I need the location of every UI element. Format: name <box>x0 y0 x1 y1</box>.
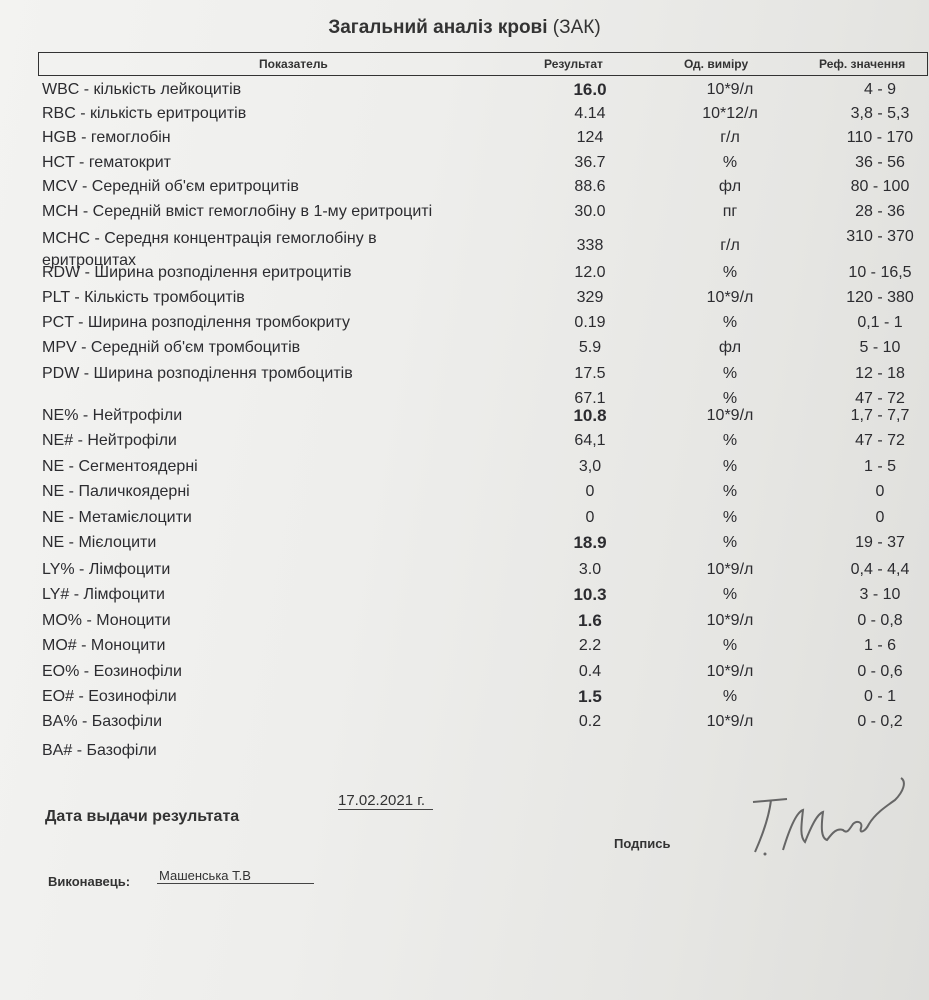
row-unit: % <box>722 688 738 705</box>
row-reference: 0,1 - 1 <box>857 314 903 331</box>
row-indicator-name: NE - Паличкоядерні <box>42 483 190 500</box>
performer-label: Виконавець: <box>48 874 131 889</box>
row-unit: 10*9/л <box>706 407 754 424</box>
row-indicator-name: NE - Метамієлоцити <box>42 509 192 526</box>
row-indicator-name: NE - Сегментоядерні <box>42 458 198 475</box>
row-result: 12.0 <box>574 264 606 281</box>
row-result: 17.5 <box>574 365 606 382</box>
row-result: 88.6 <box>574 178 606 195</box>
row-result: 0 <box>585 509 595 526</box>
row-reference: 4 - 9 <box>863 81 896 98</box>
row-indicator-name: MO% - Моноцити <box>42 612 171 629</box>
row-unit: % <box>722 314 738 331</box>
row-reference: 3,8 - 5,3 <box>850 105 910 122</box>
row-reference: 0 - 0,6 <box>857 663 903 680</box>
row-reference: 5 - 10 <box>859 339 901 356</box>
row-result: 3.0 <box>578 561 602 578</box>
row-reference: 0 - 0,8 <box>857 612 903 629</box>
row-indicator-name: EO% - Еозинофіли <box>42 663 182 680</box>
row-result: 64,1 <box>574 432 606 449</box>
row-reference: 1 - 6 <box>863 637 896 654</box>
table-header <box>38 52 928 76</box>
row-result: 30.0 <box>574 203 606 220</box>
row-result: 3,0 <box>578 458 602 475</box>
row-result: 10.3 <box>573 585 607 604</box>
row-unit: % <box>722 390 738 407</box>
row-indicator-name: MCH - Середній вміст гемоглобіну в 1-му еритроциті <box>42 203 433 220</box>
row-result: 10.8 <box>573 406 607 425</box>
row-result: 67.1 <box>574 390 606 407</box>
row-unit: г/л <box>720 237 740 254</box>
row-indicator-name: NE% - Нейтрофіли <box>42 407 183 424</box>
row-unit: % <box>722 458 738 475</box>
row-unit: % <box>722 637 738 654</box>
document-title <box>0 17 929 39</box>
row-result: 329 <box>576 289 604 306</box>
row-unit: фл <box>718 339 742 356</box>
row-indicator-name: HGB - гемоглобін <box>42 129 171 146</box>
row-unit: г/л <box>720 129 740 146</box>
row-indicator-name: HCT - гематокрит <box>42 154 171 171</box>
row-indicator-name: PDW - Ширина розподілення тромбоцитів <box>42 365 353 382</box>
row-unit: 10*9/л <box>706 81 754 98</box>
row-indicator-name-cont: еритроцитах <box>42 252 137 269</box>
row-reference: 1,7 - 7,7 <box>850 407 910 424</box>
issue-date-label: Дата выдачи результата <box>45 808 240 825</box>
row-indicator-name: LY% - Лімфоцити <box>42 561 171 578</box>
row-indicator-name: MPV - Середній об'єм тромбоцитів <box>42 339 301 356</box>
issue-date-value: 17.02.2021 г. <box>338 792 433 810</box>
row-unit: % <box>722 509 738 526</box>
row-reference: 12 - 18 <box>855 365 905 382</box>
header-result: Результат <box>544 57 603 71</box>
row-result: 5.9 <box>578 339 602 356</box>
row-reference: 3 - 10 <box>859 586 901 603</box>
row-indicator-name: NE# - Нейтрофіли <box>42 432 177 449</box>
row-unit: 10*9/л <box>706 289 754 306</box>
row-indicator-name: MO# - Моноцити <box>42 637 166 654</box>
row-unit: 10*9/л <box>706 663 754 680</box>
row-unit: % <box>722 264 738 281</box>
row-result: 1.5 <box>578 687 602 706</box>
row-reference: 0 - 1 <box>863 688 896 705</box>
row-unit: % <box>722 483 738 500</box>
row-indicator-name: MCHC - Середня концентрація гемоглобіну в <box>42 230 377 247</box>
row-result: 36.7 <box>574 154 606 171</box>
title-abbr: (ЗАК) <box>552 17 601 38</box>
row-result: 1.6 <box>578 611 602 630</box>
row-indicator-name: BA# - Базофіли <box>42 742 157 759</box>
row-reference: 110 - 170 <box>846 129 914 146</box>
row-unit: 10*9/л <box>706 713 754 730</box>
row-reference: 36 - 56 <box>855 154 905 171</box>
row-result: 0.2 <box>578 713 602 730</box>
row-unit: фл <box>718 178 742 195</box>
row-reference: 80 - 100 <box>850 178 910 195</box>
performer-name: Машенська Т.В <box>157 868 314 884</box>
row-unit: % <box>722 534 738 551</box>
row-result: 2.2 <box>578 637 602 654</box>
row-result: 124 <box>576 129 604 146</box>
row-result: 0 <box>585 483 595 500</box>
row-indicator-name: LY# - Лімфоцити <box>42 586 165 603</box>
row-indicator-name: PLT - Кількість тромбоцитів <box>42 289 245 306</box>
row-indicator-name: WBC - кількість лейкоцитів <box>42 81 242 98</box>
row-reference: 0,4 - 4,4 <box>850 561 910 578</box>
row-indicator-name: NE - Мієлоцити <box>42 534 157 551</box>
row-reference: 120 - 380 <box>846 289 914 306</box>
row-unit: % <box>722 154 738 171</box>
row-result: 338 <box>576 237 604 254</box>
header-reference: Реф. значення <box>819 57 906 71</box>
row-unit: % <box>722 432 738 449</box>
row-indicator-name: BA% - Базофіли <box>42 713 163 730</box>
row-reference: 47 - 72 <box>855 432 905 449</box>
row-reference: 19 - 37 <box>855 534 905 551</box>
row-unit: 10*9/л <box>706 612 754 629</box>
row-unit: пг <box>722 203 738 220</box>
header-indicator: Показатель <box>259 57 328 71</box>
handwritten-signature <box>735 772 915 862</box>
row-indicator-name: EO# - Еозинофіли <box>42 688 177 705</box>
row-result: 0.4 <box>578 663 602 680</box>
row-result: 0.19 <box>574 314 606 331</box>
row-unit: % <box>722 586 738 603</box>
row-unit: % <box>722 365 738 382</box>
row-reference: 0 - 0,2 <box>857 713 903 730</box>
row-indicator-name: RBC - кількість еритроцитів <box>42 105 247 122</box>
row-reference: 310 - 370 <box>846 228 914 245</box>
row-unit: 10*12/л <box>702 105 758 122</box>
row-result: 4.14 <box>574 105 606 122</box>
row-reference: 47 - 72 <box>855 390 905 407</box>
signature-label: Подпись <box>614 836 671 851</box>
row-indicator-name: PCT - Ширина розподілення тромбокриту <box>42 314 350 331</box>
row-reference: 0 <box>875 509 885 526</box>
row-unit: 10*9/л <box>706 561 754 578</box>
title-main: Загальний аналіз крові <box>328 17 548 38</box>
row-result: 16.0 <box>573 80 607 99</box>
row-indicator-name: RDW - Ширина розподілення еритроцитів <box>42 264 352 281</box>
header-unit: Од. виміру <box>684 57 749 71</box>
row-reference: 10 - 16,5 <box>848 264 912 281</box>
row-indicator-name: MCV - Середній об'єм еритроцитів <box>42 178 299 195</box>
row-reference: 0 <box>875 483 885 500</box>
row-reference: 1 - 5 <box>863 458 896 475</box>
row-reference: 28 - 36 <box>855 203 905 220</box>
row-result: 18.9 <box>573 533 607 552</box>
